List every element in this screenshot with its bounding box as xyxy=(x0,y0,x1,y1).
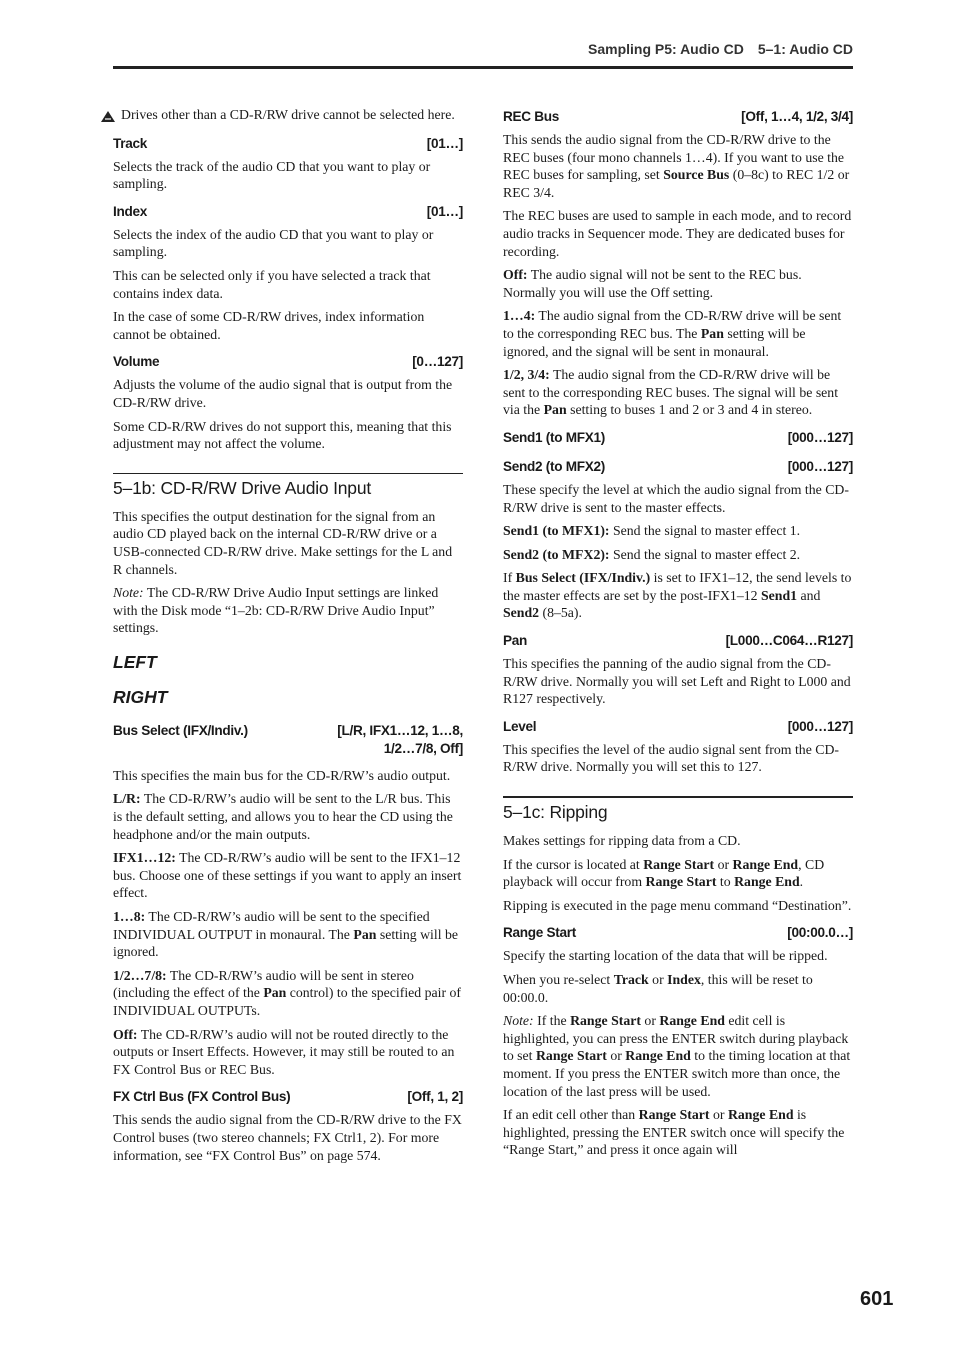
header-section: Sampling P5: Audio CD xyxy=(588,41,744,57)
param-volume-name: Volume xyxy=(113,354,160,370)
caution-icon xyxy=(99,108,117,129)
right-heading: RIGHT xyxy=(113,686,168,707)
rstart-desc-last: If an edit cell other than Range Start or Range End is highlighted, pressing the ENTER switch once will specify the “Range Start,” and press it once again will xyxy=(503,1107,845,1158)
bus-mono: 1…8: The CD-R/RW’s audio will be sent to the specified INDIVIDUAL OUTPUT in monaural. The Pan setting will be ignored. xyxy=(113,909,459,960)
param-send2-name: Send2 (to MFX2) xyxy=(503,458,605,474)
param-bus-select xyxy=(113,722,463,758)
s1b-desc: This specifies the output destination for the signal from an audio CD played back on the internal CD-R/RW drive or a USB-connected CD-R/RW drive. Make settings for the L and R channels. xyxy=(113,508,453,577)
section-1b-heading: 5–1b: CD-R/RW Drive Audio Input xyxy=(113,473,463,499)
rec-stereo: 1/2, 3/4: The audio signal from the CD-R/RW drive will be sent to the corresponding REC buses. The signal will be sent via the Pan setting to buses 1 and 2 or 3 and 4 in stereo. xyxy=(503,367,839,418)
track-desc: Selects the track of the audio CD that you want to play or sampling. xyxy=(113,158,431,192)
param-rec-range: [Off, 1…4, 1/2, 3/4] xyxy=(741,109,853,124)
volume-desc-1: Adjusts the volume of the audio signal that is output from the CD-R/RW drive. xyxy=(113,377,453,410)
param-send1-name: Send1 (to MFX1) xyxy=(503,429,605,445)
send1-desc: Send1 (to MFX1): Send the signal to master effect 1. xyxy=(503,523,801,539)
s1b-note: Note: The CD-R/RW Drive Audio Input settings are linked with the Disk mode “1–2b: CD-R/RW Drive Audio Input” settings. xyxy=(113,585,439,636)
param-track-name: Track xyxy=(113,135,148,151)
volume-desc-2: Some CD-R/RW drives do not support this, meaning that this adjustment may not affect the volume. xyxy=(113,418,452,452)
warning-note xyxy=(113,106,463,129)
param-rstart-range: [00:00.0…] xyxy=(787,925,853,941)
param-rec-bus xyxy=(503,108,853,126)
param-track-range: [01…] xyxy=(426,135,463,151)
send-desc: These specify the level at which the audio signal from the CD-R/RW drive is sent to the master effects. xyxy=(503,481,849,515)
param-pan xyxy=(503,632,853,650)
index-desc-3: In the case of some CD-R/RW drives, index information cannot be obtained. xyxy=(113,309,425,342)
rec-desc-2: The REC buses are used to sample in each mode, and to record audio tracks in Sequencer mode. They are dedicated buses for recording. xyxy=(503,208,852,259)
param-index xyxy=(113,203,463,221)
bus-desc: This specifies the main bus for the CD-R/RW’s audio output. xyxy=(113,767,451,783)
param-level-name: Level xyxy=(503,718,537,734)
param-range-start xyxy=(503,924,853,942)
param-index-name: Index xyxy=(113,203,148,219)
param-index-range: [01…] xyxy=(426,203,463,219)
header-page: 5–1: Audio CD xyxy=(757,41,853,57)
section-1c-heading: 5–1c: Ripping xyxy=(503,796,853,823)
bus-ifx: IFX1…12: The CD-R/RW’s audio will be sent to the IFX1–12 bus. Choose one of these settings if you want to apply an insert effect. xyxy=(113,850,462,901)
param-bus-range: [L/R, IFX1…12, 1…8, 1/2…7/8, Off] xyxy=(337,722,463,756)
rstart-desc-2: When you re-select Track or Index, this will be reset to 00:00.0. xyxy=(503,972,813,1005)
param-level-range: [000…127] xyxy=(787,718,853,734)
param-pan-name: Pan xyxy=(503,633,528,649)
param-volume-range: [0…127] xyxy=(412,354,463,370)
param-send2 xyxy=(503,458,853,476)
param-volume xyxy=(113,353,463,371)
level-desc: This specifies the level of the audio signal sent from the CD-R/RW drive. Normally you will set this to 127. xyxy=(503,741,840,775)
bus-off: Off: The CD-R/RW’s audio will not be routed directly to the outputs or Insert Effects. However, it may still be routed to an FX Control Bus or REC Bus. xyxy=(113,1026,455,1077)
param-fx-ctrl-bus xyxy=(113,1088,463,1106)
rec-off: Off: The audio signal will not be sent to the REC bus. Normally you will use the Off setting. xyxy=(503,267,802,300)
rip-desc-2: If the cursor is located at Range Start or Range End, CD playback will occur from Range Start to Range End. xyxy=(503,856,825,890)
warning-text: Drives other than a CD-R/RW drive cannot be selected here. xyxy=(121,107,455,122)
param-send1 xyxy=(503,429,853,447)
param-track xyxy=(113,135,463,153)
bus-lr: L/R: The CD-R/RW’s audio will be sent to the L/R bus. This is the default setting, and allows you to hear the CD using the headphone and/or the main outputs. xyxy=(113,791,453,842)
param-bus-name: Bus Select (IFX/Indiv.) xyxy=(113,722,248,738)
bus-stereo: 1/2…7/8: The CD-R/RW’s audio will be sent in stereo (including the effect of the Pan control) to the specified pair of INDIVIDUAL OUTPUTs. xyxy=(113,967,462,1018)
page-number: 601 xyxy=(860,1288,894,1310)
rip-desc-1: Makes settings for ripping data from a CD. xyxy=(503,833,741,849)
fxctrl-desc: This sends the audio signal from the CD-R/RW drive to the FX Control buses (two stereo channels; FX Ctrl1, 2). For more information, see “FX Control Bus” on page 574. xyxy=(113,1112,462,1163)
rstart-note: Note: If the Range Start or Range End edit cell is highlighted, you can press the ENTER switch during playback to set Range Start or Range End to the timing location at that moment. If you press the ENTER switch more than once, the location of the last press will be used. xyxy=(503,1013,851,1099)
param-send2-range: [000…127] xyxy=(787,458,853,474)
param-level xyxy=(503,718,853,736)
rec-mono: 1…4: The audio signal from the CD-R/RW drive will be sent to the corresponding REC bus. The Pan setting will be ignored, and the signal will be sent in monaural. xyxy=(503,308,842,359)
pan-desc: This specifies the panning of the audio signal from the CD-R/RW drive. Normally you will set Left and Right to L000 and R127 respectively. xyxy=(503,656,851,707)
param-fxctrl-name: FX Ctrl Bus (FX Control Bus) xyxy=(113,1089,291,1105)
param-rstart-name: Range Start xyxy=(503,925,576,941)
left-column xyxy=(113,106,463,1170)
param-rec-name: REC Bus xyxy=(503,109,560,124)
send2-desc: Send2 (to MFX2): Send the signal to master effect 2. xyxy=(503,546,801,562)
header-rule xyxy=(113,66,853,69)
rec-desc-1: This sends the audio signal from the CD-R/RW drive to the REC buses (four mono channels 1…4). If you want to use the REC buses for sampling, set Source Bus (0–8c) to REC 1/2 or REC 3/4. xyxy=(503,132,850,200)
left-heading: LEFT xyxy=(113,651,157,672)
index-desc-1: Selects the index of the audio CD that you want to play or sampling. xyxy=(113,226,434,260)
index-desc-2: This can be selected only if you have selected a track that contains index data. xyxy=(113,267,431,301)
send-if-desc: If Bus Select (IFX/Indiv.) is set to IFX1–12, the send levels to the master effects are set by the post-IFX1–12 Send1 and Send2 (8–5a). xyxy=(503,570,852,621)
rip-desc-3: Ripping is executed in the page menu command “Destination”. xyxy=(503,897,852,913)
param-send1-range: [000…127] xyxy=(787,429,853,445)
rstart-desc-1: Specify the starting location of the data that will be ripped. xyxy=(503,948,828,964)
running-header xyxy=(0,41,853,57)
param-pan-range: [L000…C064…R127] xyxy=(725,633,853,649)
param-fxctrl-range: [Off, 1, 2] xyxy=(407,1089,463,1105)
right-column xyxy=(503,106,853,1165)
